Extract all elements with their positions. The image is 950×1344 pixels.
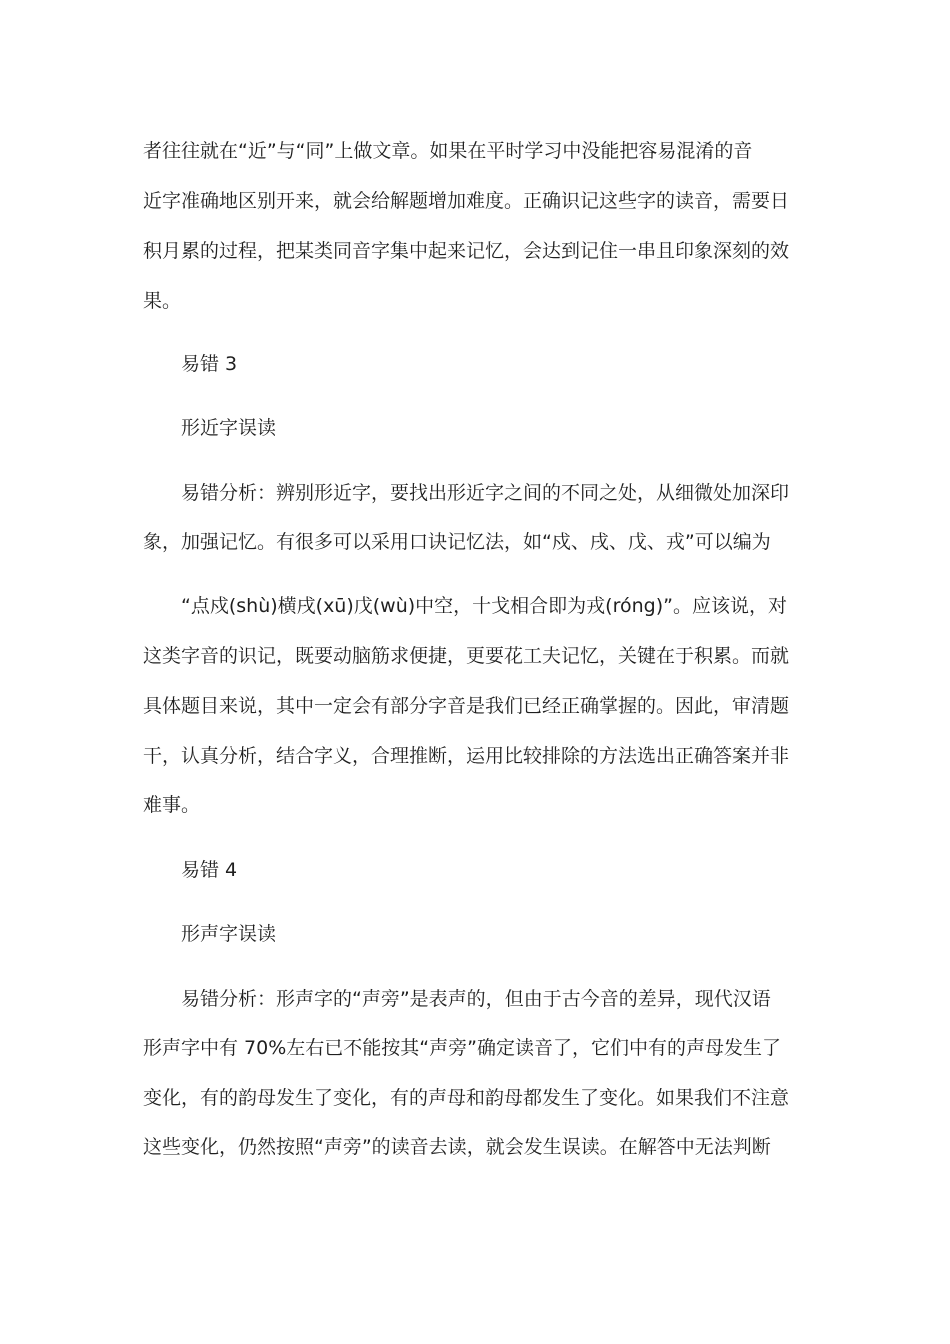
- text-line: 易错分析：辨别形近字，要找出形近字之间的不同之处，从细微处加深印: [181, 482, 790, 504]
- text-line: 变化，有的韵母发生了变化，有的声母和韵母都发生了变化。如果我们不注意: [143, 1087, 790, 1109]
- section-number-4: 易错 4: [181, 859, 238, 881]
- text-line: 这些变化，仍然按照“声旁”的读音去读，就会发生误读。在解答中无法判断: [143, 1136, 771, 1158]
- text-line: 具体题目来说，其中一定会有部分字音是我们已经正确掌握的。因此，审清题: [143, 695, 790, 717]
- section-number-3: 易错 3: [181, 353, 238, 375]
- text-line: 形声字中有 70%左右已不能按其“声旁”确定读音了，它们中有的声母发生了: [143, 1037, 781, 1059]
- text-line: 这类字音的识记，既要动脑筋求便捷，更要花工夫记忆，关键在于积累。而就: [143, 645, 790, 667]
- text-line: 近字准确地区别开来，就会给解题增加难度。正确识记这些字的读音，需要日: [143, 190, 790, 212]
- text-line: 难事。: [143, 794, 201, 816]
- text-line: “点戍(shù)横戌(xū)戊(wù)中空，十戈相合即为戎(róng)”。应该说，对: [181, 595, 787, 617]
- text-line: 象，加强记忆。有很多可以采用口诀记忆法，如“戍、戌、戊、戎”可以编为: [143, 531, 771, 553]
- text-line: 者往往就在“近”与“同”上做文章。如果在平时学习中没能把容易混淆的音: [143, 140, 753, 162]
- text-line: 积月累的过程，把某类同音字集中起来记忆，会达到记住一串且印象深刻的效: [143, 240, 790, 262]
- text-line: 干，认真分析，结合字义，合理推断，运用比较排除的方法选出正确答案并非: [143, 745, 790, 767]
- section-title-4: 形声字误读: [181, 923, 277, 945]
- section-title-3: 形近字误读: [181, 417, 277, 439]
- text-line: 易错分析：形声字的“声旁”是表声的，但由于古今音的差异，现代汉语: [181, 988, 771, 1010]
- text-line: 果。: [143, 290, 182, 312]
